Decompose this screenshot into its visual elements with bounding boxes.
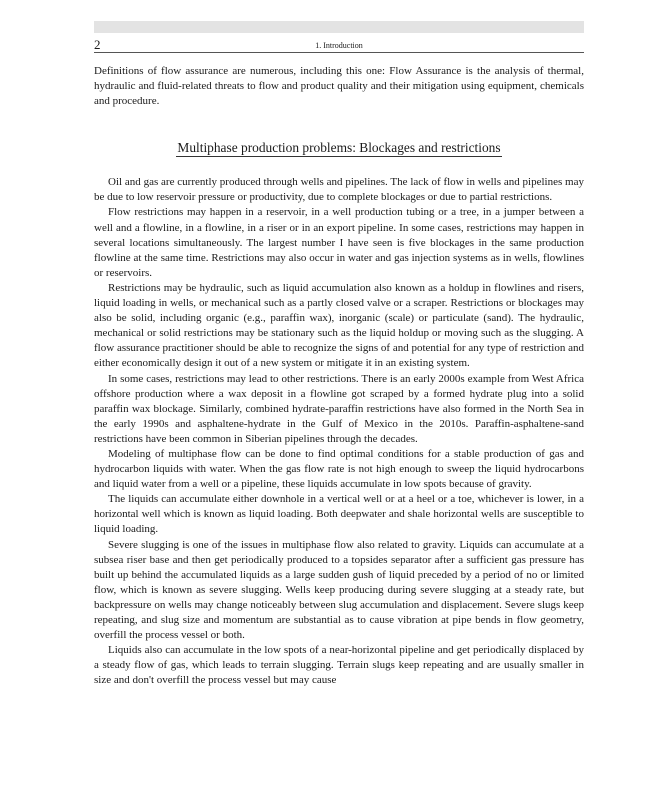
page-number: 2 — [94, 37, 101, 52]
body-paragraph: Oil and gas are currently produced through wells and pipelines. The lack of flow in wells and pipelines may be due to low reservoir pressure or productivity, due to complete blockages or due to partial restrictions. — [94, 176, 584, 204]
section-title-text: Multiphase production problems: Blockages and restrictions — [177, 140, 501, 156]
body-paragraph: Flow restrictions may happen in a reservoir, in a well production tubing or a tree, in a jumper between a well and a flowline, in a flowline, in a riser or in an export pipeline. In some cases, restrictions may happen in several locations simultaneously. The largest number I have seen is five blockages in the same production flowline at the same time. Restrictions may also occur in water and gas injection systems as in wells, flowlines or reservoirs. — [94, 206, 584, 279]
body-paragraph: Liquids also can accumulate in the low spots of a near-horizontal pipeline and get periodically displaced by a steady flow of gas, which leads to terrain slugging. Terrain slugs keep repeating and are usually smaller in size and don't overfill the process vessel but may cause — [94, 644, 584, 687]
body-paragraph: Modeling of multiphase flow can be done to find optimal conditions for a stable production of gas and hydrocarbon liquids with water. When the gas flow rate is not high enough to sweep the liquid hydrocarbons and liquid water from a well or a pipeline, these liquids accumulate in low spots because of gravity. — [94, 447, 584, 491]
header-rule — [94, 52, 584, 53]
body-paragraph: Restrictions may be hydraulic, such as liquid accumulation also known as a holdup in flowlines and risers, liquid loading in wells, or mechanical such as a partly closed valve or a scraper. Restrictions or blockages may also be solid, including organic (e.g., paraffin wax), inorganic (scale) or particulate (sand). The hydraulic, mechanical or solid restrictions may be stationary such as the liquid holdup or moving such as the slugging. A flow assurance practitioner should be able to recognize the signs of and potential for any type of restriction and either economically design it out of a new system or mitigate it in an existing system. — [94, 281, 584, 370]
page-body — [94, 64, 584, 688]
body-paragraph: In some cases, restrictions may lead to other restrictions. There is an early 2000s example from West Africa offshore production where a wax deposit in a flowline got scraped by a formed hydrate plug into a solid paraffin wax blockage. Similarly, combined hydrate-paraffin restrictions have also formed in the North Sea in the early 1990s and asphaltene-hydrate in the Gulf of Mexico in the 2010s. Paraffin-asphaltene-sand restrictions have been common in Siberian pipelines through the decades. — [94, 372, 584, 445]
running-head: 1. Introduction — [315, 41, 363, 50]
section-title — [94, 139, 584, 157]
intro-paragraph: Definitions of flow assurance are numerous, including this one: Flow Assurance is the analysis of thermal, hydraulic and fluid-related threats to flow and product quality and their mitigation using equipment, chemicals and procedure. — [94, 65, 584, 108]
top-gray-band — [94, 21, 584, 33]
body-paragraph: Severe slugging is one of the issues in multiphase flow also related to gravity. Liquids can accumulate at a subsea riser base and then get periodically produced to a topsides separator after a sufficient gas pressure has built up behind the accumulated liquids as a large sudden gush of liquid preceded by a period of no or limited flow, which is known as severe slugging. Wells keep producing during severe slugging at a steady rate, but backpressure on wells may change noticeably between slug accumulation and displacement. Severe slugs keep repeating, and slug size and momentum are substantial as to cause vibration at pipe bends in flow geometry, overfill the process vessel or both. — [94, 538, 584, 642]
body-paragraph: The liquids can accumulate either downhole in a vertical well or at a heel or a toe, whichever is lower, in a horizontal well which is known as liquid loading. Both deepwater and shale horizontal wells are susceptible to liquid loading. — [94, 493, 584, 536]
